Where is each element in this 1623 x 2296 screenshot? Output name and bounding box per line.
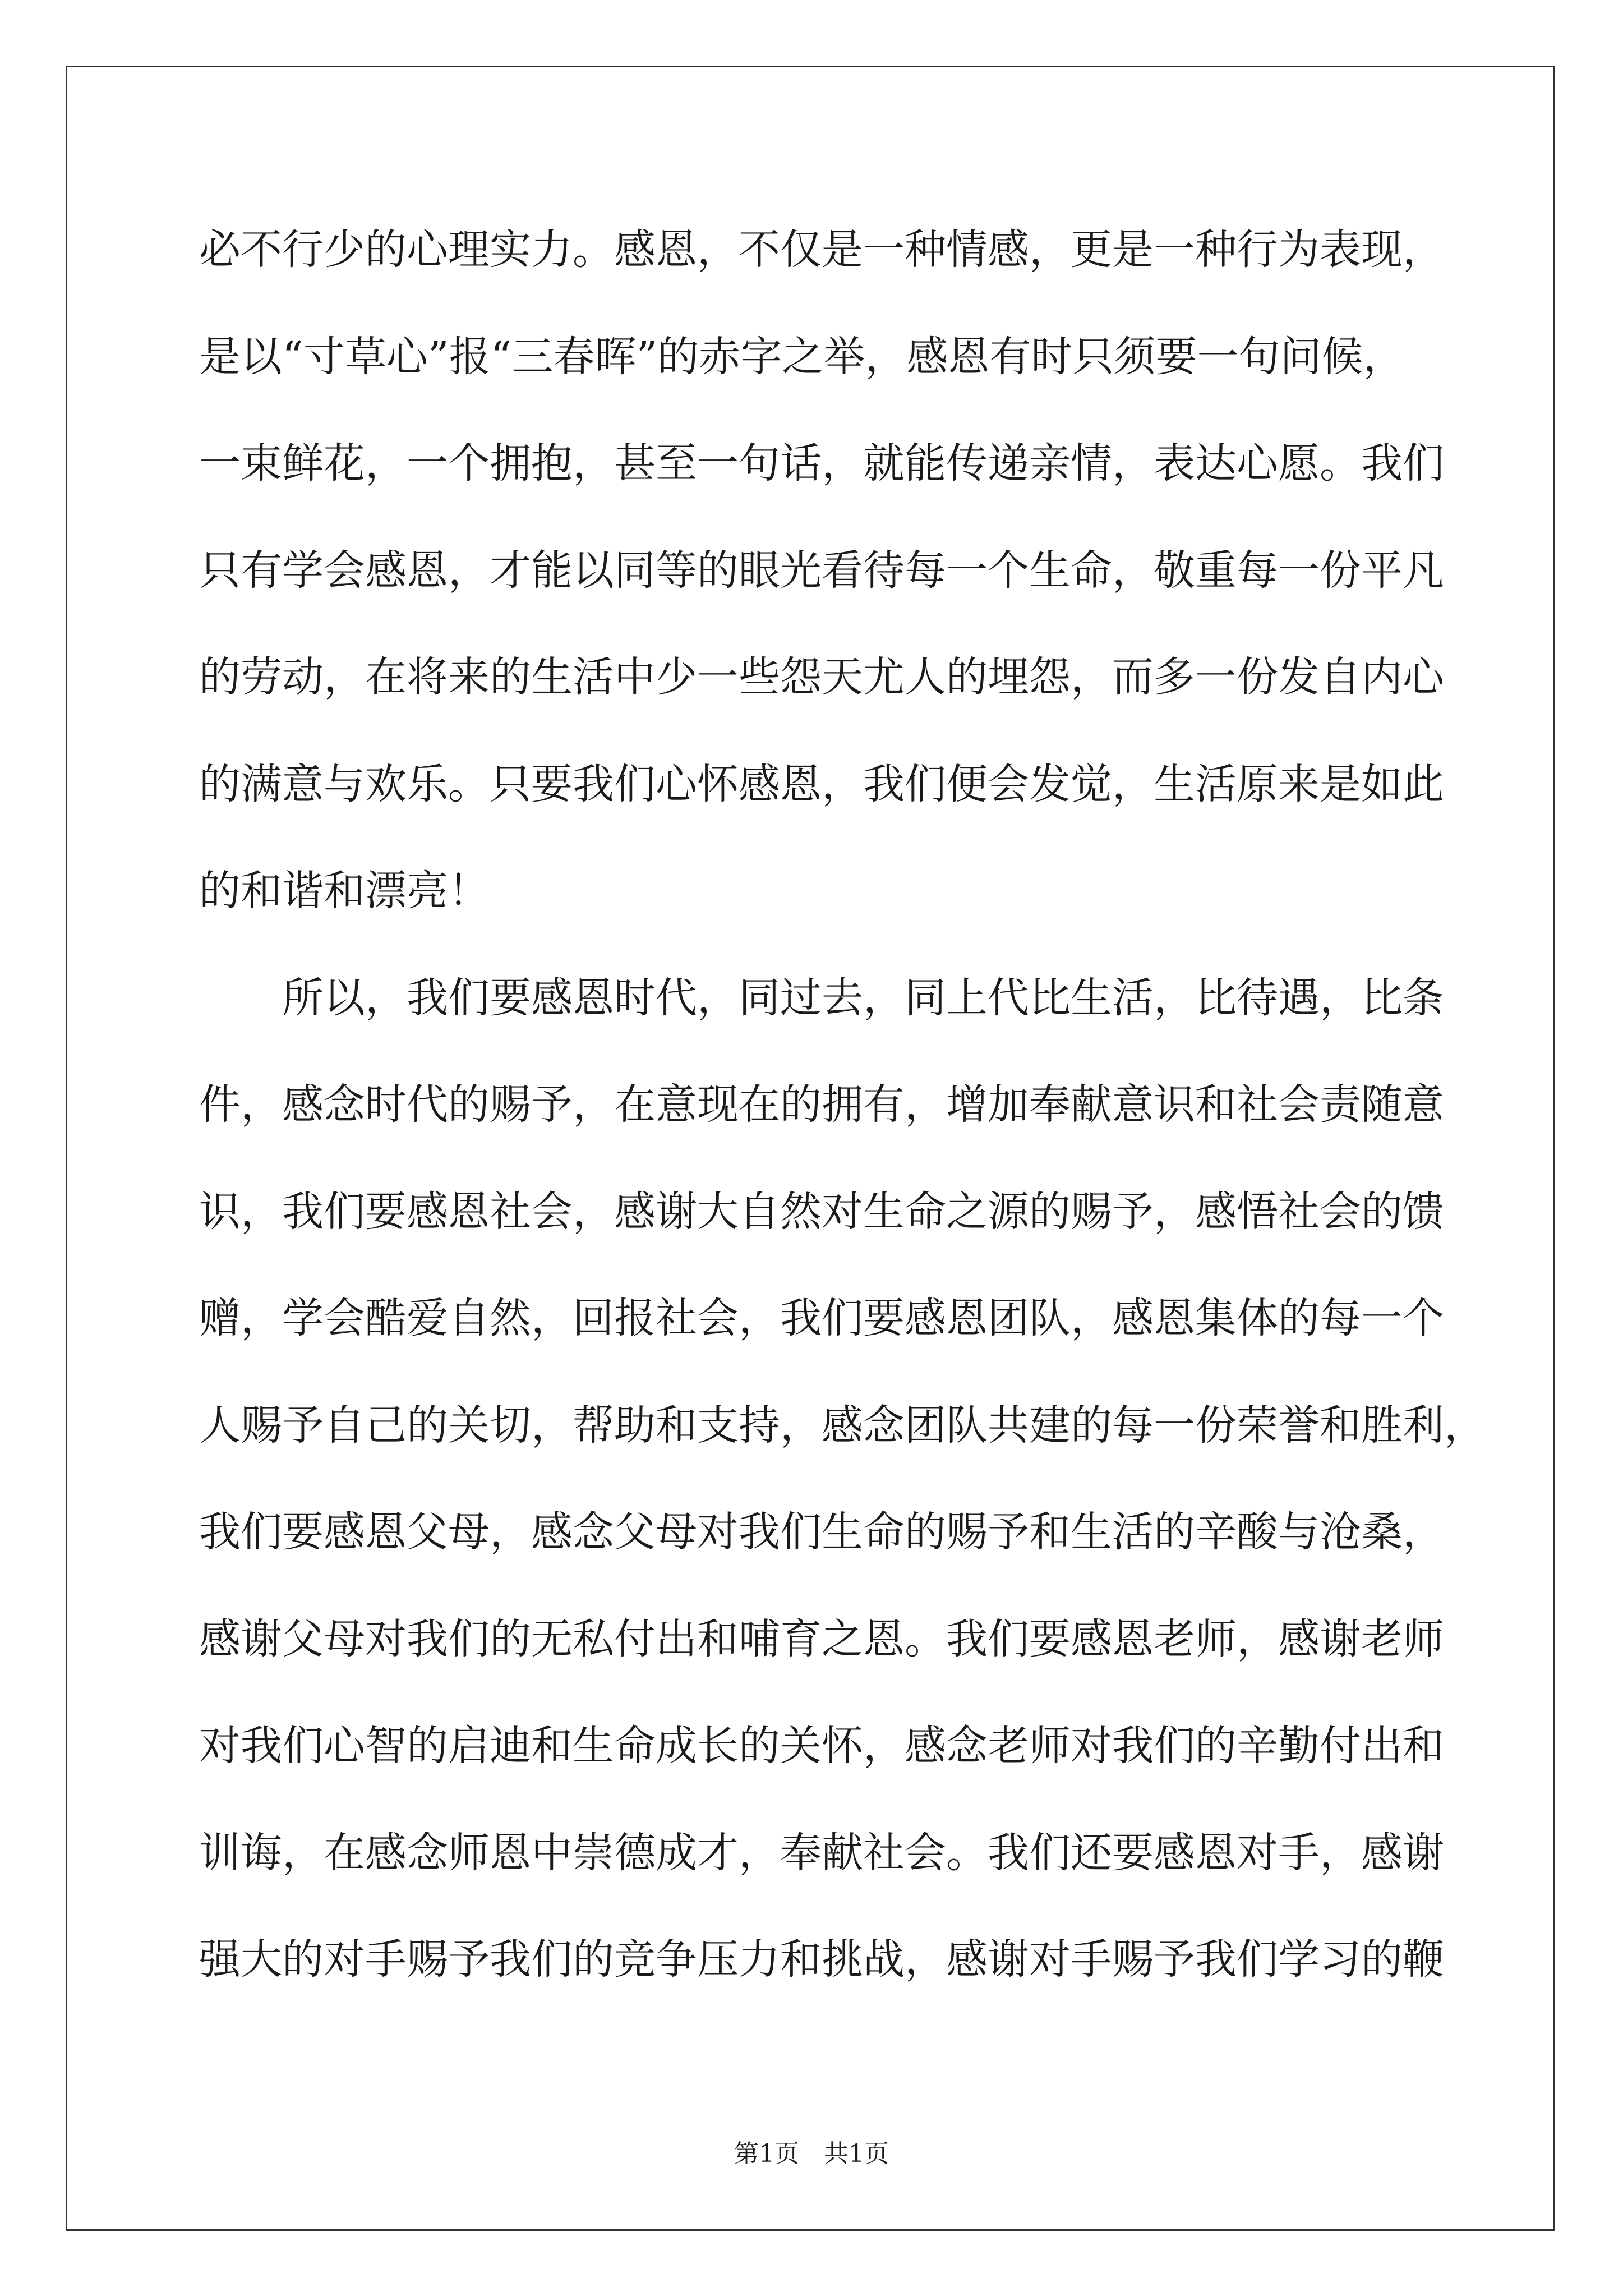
text-line: 赠，学会酷爱自然，回报社会，我们要感恩团队，感恩集体的每一个 <box>199 1294 1444 1342</box>
document-body <box>199 208 1486 2024</box>
page-footer: 第1页 共1页 <box>734 2139 889 2168</box>
text-line: 只有学会感恩，才能以同等的眼光看待每一个生命，敬重每一份平凡 <box>199 546 1444 595</box>
text-line: 识，我们要感恩社会，感谢大自然对生命之源的赐予，感悟社会的馈 <box>199 1187 1444 1236</box>
text-line: 的和谐和漂亮！ <box>199 867 490 915</box>
text-line: 一束鲜花，一个拥抱，甚至一句话，就能传递亲情，表达心愿。我们 <box>199 439 1444 487</box>
text-line: 必不行少的心理实力。感恩，不仅是一种情感，更是一种行为表现， <box>199 226 1444 274</box>
text-line: 件，感念时代的赐予，在意现在的拥有，增加奉献意识和社会责随意 <box>199 1080 1444 1129</box>
text-line: 强大的对手赐予我们的竞争压力和挑战，感谢对手赐予我们学习的鞭 <box>199 1935 1444 1984</box>
text-line: 是以“寸草心”报“三春晖”的赤字之举，感恩有时只须要一句问候， <box>199 332 1405 381</box>
text-line: 对我们心智的启迪和生命成长的关怀，感念老师对我们的辛勤付出和 <box>199 1722 1444 1770</box>
text-line: 的满意与欢乐。只要我们心怀感恩，我们便会发觉，生活原来是如此 <box>199 760 1444 808</box>
text-line: 人赐予自己的关切，帮助和支持，感念团队共建的每一份荣誉和胜利， <box>199 1401 1486 1450</box>
paragraph-start-line: 所以，我们要感恩时代，同过去，同上代比生活，比待遇，比条 <box>282 973 1444 1022</box>
text-line: 的劳动，在将来的生活中少一些怨天尤人的埋怨，而多一份发自内心 <box>199 653 1444 701</box>
text-line: 我们要感恩父母，感念父母对我们生命的赐予和生活的辛酸与沧桑， <box>199 1508 1444 1556</box>
text-line: 训诲，在感念师恩中崇德成才，奉献社会。我们还要感恩对手，感谢 <box>199 1828 1444 1877</box>
text-line: 感谢父母对我们的无私付出和哺育之恩。我们要感恩老师，感谢老师 <box>199 1614 1444 1663</box>
